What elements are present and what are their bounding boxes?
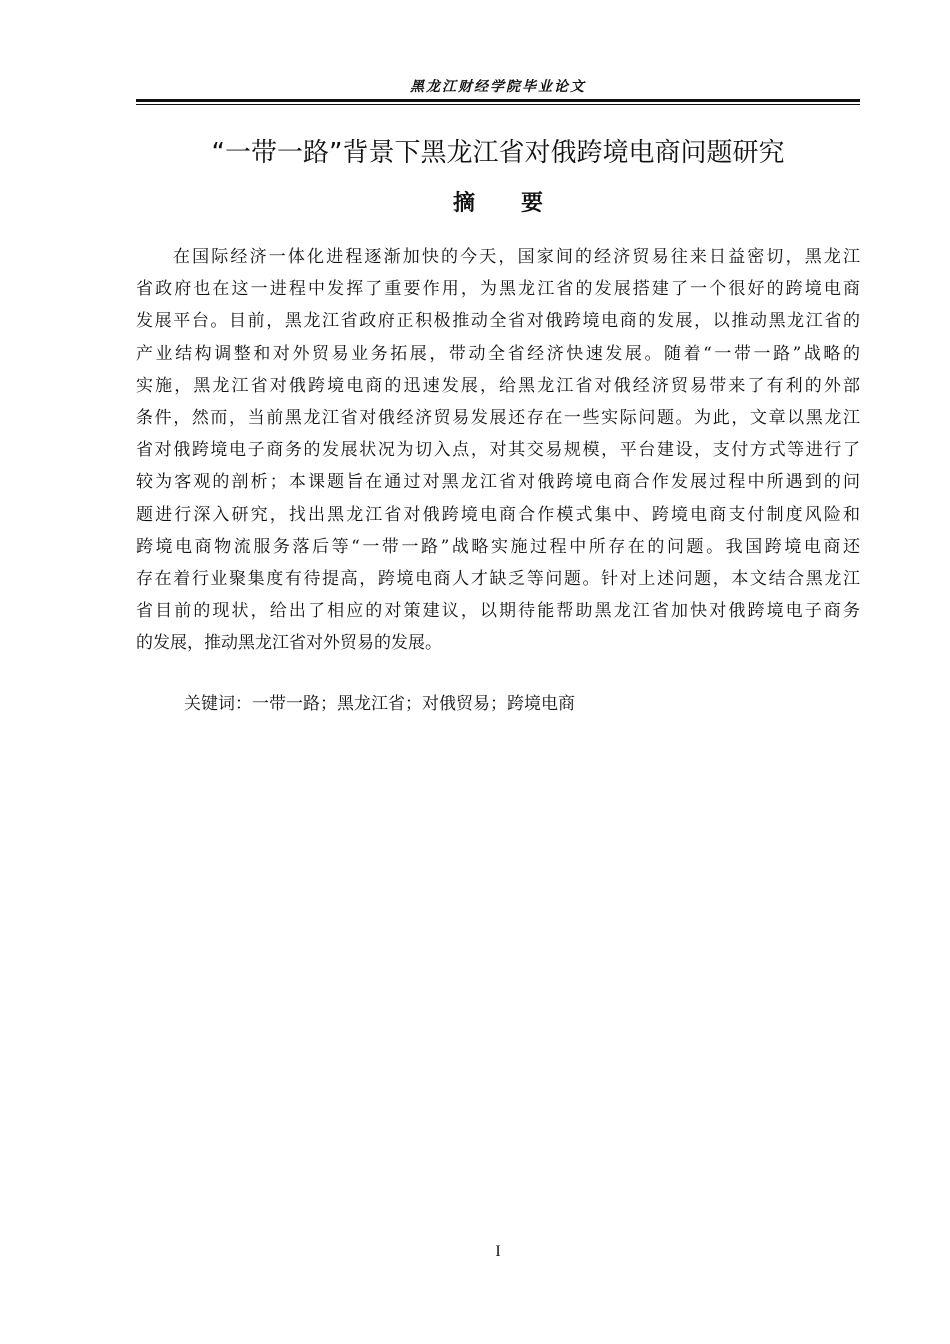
abstract-heading-left: 摘 bbox=[452, 191, 475, 216]
abstract-line: 在国际经济一体化进程逐渐加快的今天，国家间的经济贸易往来日益密切，黑龙江 bbox=[173, 247, 860, 267]
abstract-line: 的发展，推动黑龙江省对外贸易的发展。 bbox=[136, 633, 442, 654]
abstract-heading-right: 要 bbox=[521, 191, 544, 216]
paper-title: “一带一路”背景下黑龙江省对俄跨境电商问题研究 bbox=[211, 138, 785, 168]
abstract-line: 省对俄跨境电子商务的发展状况为切入点，对其交易规模，平台建设，支付方式等进行了 bbox=[136, 440, 860, 461]
keywords bbox=[184, 690, 575, 718]
abstract-line: 实施，黑龙江省对俄跨境电商的迅速发展，给黑龙江省对俄经济贸易带来了有利的外部 bbox=[136, 375, 860, 396]
header-rule-thick bbox=[136, 99, 860, 102]
abstract-line: 较为客观的剖析；本课题旨在通过对黑龙江省对俄跨境电商合作发展过程中所遇到的问 bbox=[136, 472, 860, 493]
abstract-line: 存在着行业聚集度有待提高，跨境电商人才缺乏等问题。针对上述问题，本文结合黑龙江 bbox=[136, 568, 860, 589]
abstract-line: 题进行深入研究，找出黑龙江省对俄跨境电商合作模式集中、跨境电商支付制度风险和 bbox=[136, 504, 860, 525]
abstract-line: 省政府也在这一进程中发挥了重要作用，为黑龙江省的发展搭建了一个很好的跨境电商 bbox=[136, 279, 860, 300]
running-header: 黑龙江财经学院毕业论文 bbox=[410, 79, 586, 95]
abstract-heading bbox=[136, 186, 860, 222]
abstract-line: 产业结构调整和对外贸易业务拓展，带动全省经济快速发展。随着“一带一路”战略的 bbox=[136, 343, 860, 364]
header-rule-thin bbox=[136, 104, 860, 105]
abstract-line: 发展平台。目前，黑龙江省政府正积极推动全省对俄跨境电商的发展，以推动黑龙江省的 bbox=[136, 311, 860, 332]
page-number: I bbox=[495, 1243, 501, 1260]
keywords-value: 一带一路；黑龙江省；对俄贸易；跨境电商 bbox=[252, 694, 575, 714]
abstract-body bbox=[136, 241, 860, 659]
abstract-line: 省目前的现状，给出了相应的对策建议，以期待能帮助黑龙江省加快对俄跨境电子商务 bbox=[136, 601, 860, 622]
keywords-label: 关键词： bbox=[184, 694, 252, 714]
abstract-line: 跨境电商物流服务落后等“一带一路”战略实施过程中所存在的问题。我国跨境电商还 bbox=[136, 536, 860, 557]
abstract-line: 条件，然而，当前黑龙江省对俄经济贸易发展还存在一些实际问题。为此，文章以黑龙江 bbox=[136, 407, 860, 428]
